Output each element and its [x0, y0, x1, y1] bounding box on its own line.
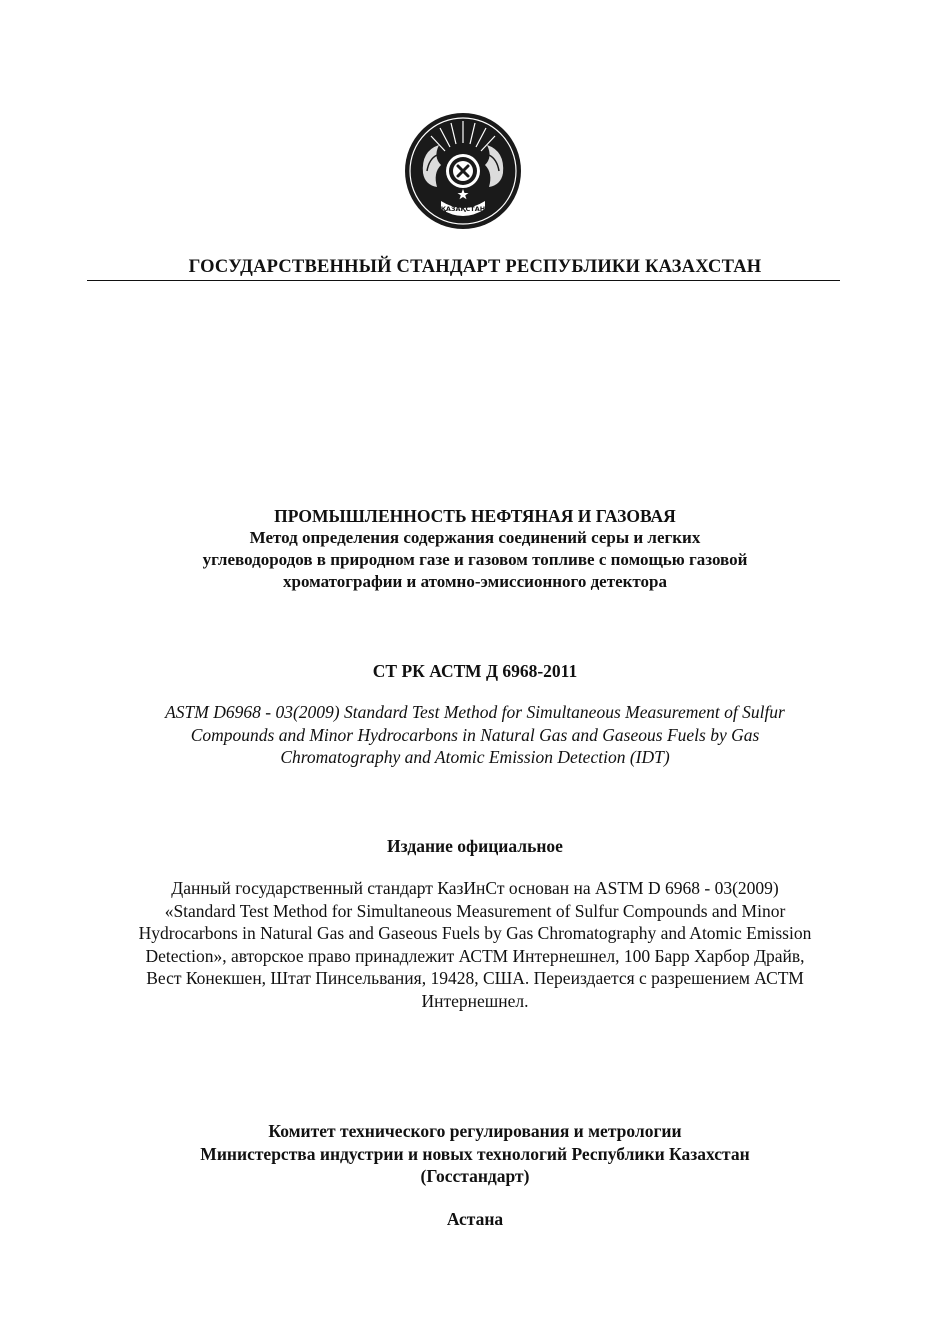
state-emblem — [403, 111, 523, 231]
astm-title-line: ASTM D6968 - 03(2009) Standard Test Method for Simultaneous Measurement of Sulfur — [165, 702, 785, 722]
publication-city: Астана — [446, 1209, 504, 1229]
subtitle-line: Метод определения содержания соединений серы и легких — [249, 528, 701, 547]
basis-line: «Standard Test Method for Simultaneous Measurement of Sulfur Compounds and Minor — [164, 900, 786, 921]
committee-line: (Госстандарт) — [420, 1166, 530, 1186]
standard-subtitle — [80, 527, 870, 593]
state-standard-title: ГОСУДАРСТВЕННЫЙ СТАНДАРТ РЕСПУБЛИКИ КАЗАХСТАН — [188, 257, 762, 277]
committee-line: Министерства индустрии и новых технологий Республики Казахстан — [200, 1143, 750, 1164]
astm-title-line: Chromatography and Atomic Emission Detection (IDT) — [280, 747, 670, 767]
svg-text:ҚАЗАҚСТАН: ҚАЗАҚСТАН — [440, 205, 486, 213]
astm-title — [80, 701, 870, 769]
kazakhstan-emblem-icon — [403, 111, 523, 231]
title-divider — [87, 280, 840, 281]
committee-line: Комитет технического регулирования и метрологии — [268, 1121, 682, 1141]
publisher-committee — [80, 1120, 870, 1188]
basis-paragraph — [60, 877, 890, 1012]
subtitle-line: хроматографии и атомно-эмиссионного детектора — [282, 572, 667, 591]
basis-line: Вест Конекшен, Штат Пинсельвания, 19428, США. Переиздается с разрешением АСТМ — [146, 968, 804, 988]
basis-line: Detection», авторское право принадлежит АСТМ Интернешнел, 100 Барр Харбор Драйв, — [145, 945, 805, 966]
industry-heading: ПРОМЫШЛЕННОСТЬ НЕФТЯНАЯ И ГАЗОВАЯ — [274, 506, 676, 526]
basis-line: Данный государственный стандарт КазИнСт основан на ASTM D 6968 - 03(2009) — [171, 878, 779, 898]
basis-line: Hydrocarbons in Natural Gas and Gaseous Fuels by Gas Chromatography and Atomic Emission — [138, 923, 812, 943]
standard-designation: СТ РК АСТМ Д 6968-2011 — [372, 661, 578, 681]
astm-title-line: Compounds and Minor Hydrocarbons in Natural Gas and Gaseous Fuels by Gas — [190, 724, 760, 745]
edition-label: Издание официальное — [387, 836, 563, 856]
basis-line: Интернешнел. — [421, 990, 529, 1011]
subtitle-line: углеводородов в природном газе и газовом топливе с помощью газовой — [202, 550, 748, 569]
